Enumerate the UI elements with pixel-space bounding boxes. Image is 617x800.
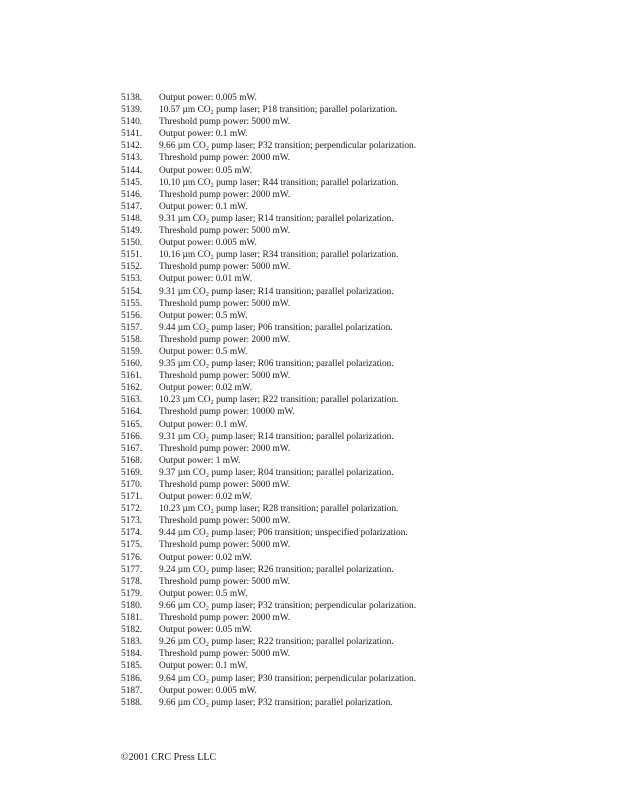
note-text: Output power: 0.5 mW. (159, 310, 248, 321)
note-number: 5145. (121, 177, 143, 188)
note-number: 5167. (121, 443, 143, 454)
note-text: Threshold pump power: 2000 mW. (159, 613, 291, 624)
note-number: 5154. (121, 286, 143, 297)
note-row (121, 261, 416, 273)
note-number: 5161. (121, 371, 143, 382)
note-text: Threshold pump power: 2000 mW. (159, 189, 291, 200)
note-row (121, 564, 416, 576)
note-text: Threshold pump power: 5000 mW. (159, 262, 291, 273)
note-number: 5162. (121, 383, 143, 394)
note-row (121, 286, 416, 298)
note-text: 9.64 µm CO₂ pump laser; P30 transition; perpendicular polarization. (159, 673, 417, 684)
note-number: 5172. (121, 504, 143, 515)
note-number: 5150. (121, 238, 143, 249)
note-text: Output power: 0.1 mW. (159, 661, 248, 672)
note-number: 5170. (121, 480, 143, 490)
note-row (121, 237, 416, 249)
note-number: 5184. (121, 649, 143, 660)
note-text: Output power: 0.5 mW. (159, 346, 248, 357)
note-text: 10.57 µm CO₂ pump laser; P18 transition; parallel polarization. (159, 105, 398, 116)
note-row (121, 225, 416, 237)
note-row (121, 273, 416, 285)
note-row (121, 406, 416, 418)
note-row (121, 431, 416, 443)
note-row (121, 503, 416, 515)
note-number: 5149. (121, 226, 143, 237)
note-number: 5165. (121, 419, 143, 430)
note-row (121, 116, 416, 128)
note-row (121, 527, 416, 539)
note-row (121, 213, 416, 225)
note-text: Threshold pump power: 5000 mW. (159, 649, 291, 660)
note-row (121, 612, 416, 624)
note-row (121, 539, 416, 551)
note-text: Output power: 0.05 mW. (159, 625, 253, 636)
note-number: 5140. (121, 117, 143, 128)
note-row (121, 92, 416, 104)
note-row (121, 189, 416, 201)
note-row (121, 648, 416, 660)
note-row (121, 443, 416, 455)
note-text: 9.44 µm CO₂ pump laser; P06 transition; unspecified polarization. (159, 528, 408, 539)
note-row (121, 140, 416, 152)
note-number: 5155. (121, 298, 143, 309)
note-text: 9.31 µm CO₂ pump laser; R14 transition; parallel polarization. (159, 286, 394, 297)
note-text: Threshold pump power: 2000 mW. (159, 153, 291, 164)
note-row (121, 152, 416, 164)
note-text: 9.66 µm CO₂ pump laser; P32 transition; perpendicular polarization. (159, 141, 417, 152)
note-text: Output power: 1 mW. (159, 455, 241, 466)
note-number: 5182. (121, 625, 143, 636)
note-text: Threshold pump power: 5000 mW. (159, 298, 291, 309)
note-text: Threshold pump power: 5000 mW. (159, 480, 291, 490)
note-row (121, 346, 416, 358)
note-number: 5153. (121, 274, 143, 285)
note-number: 5164. (121, 407, 143, 418)
note-text: 10.23 µm CO₂ pump laser; R28 transition; parallel polarization. (159, 504, 399, 515)
note-number: 5177. (121, 564, 143, 575)
note-number: 5159. (121, 346, 143, 357)
note-row (121, 479, 416, 491)
note-number: 5160. (121, 359, 143, 370)
note-text: Output power: 0.005 mW. (159, 238, 257, 249)
note-number: 5176. (121, 552, 143, 563)
note-text: Output power: 0.1 mW. (159, 201, 248, 212)
note-row (121, 624, 416, 636)
note-text: Threshold pump power: 10000 mW. (159, 407, 295, 418)
note-number: 5179. (121, 588, 143, 599)
note-number: 5143. (121, 153, 143, 164)
note-row (121, 165, 416, 177)
note-row (121, 104, 416, 116)
note-number: 5148. (121, 213, 143, 224)
note-number: 5171. (121, 492, 143, 503)
note-row (121, 310, 416, 322)
note-number: 5178. (121, 576, 143, 587)
note-number: 5144. (121, 165, 143, 176)
note-text: 9.66 µm CO₂ pump laser; P32 transition; perpendicular polarization. (159, 600, 417, 611)
note-row (121, 249, 416, 261)
note-number: 5142. (121, 141, 143, 152)
note-number: 5166. (121, 431, 143, 442)
note-number: 5139. (121, 105, 143, 116)
note-row (121, 660, 416, 672)
note-text: 9.26 µm CO₂ pump laser; R22 transition; parallel polarization. (159, 637, 394, 648)
note-row (121, 685, 416, 697)
note-number: 5157. (121, 322, 143, 333)
note-text: Threshold pump power: 2000 mW. (159, 443, 291, 454)
note-text: Output power: 0.02 mW. (159, 492, 253, 503)
note-text: 9.66 µm CO₂ pump laser; P32 transition; parallel polarization. (159, 697, 393, 708)
note-row (121, 673, 416, 685)
note-row (121, 576, 416, 588)
note-text: 9.37 µm CO₂ pump laser; R04 transition; parallel polarization. (159, 467, 394, 478)
note-row (121, 382, 416, 394)
note-text: Output power: 0.05 mW. (159, 165, 253, 176)
note-number: 5173. (121, 516, 143, 527)
note-text: Output power: 0.1 mW. (159, 129, 248, 140)
note-text: 10.16 µm CO₂ pump laser; R34 transition; parallel polarization. (159, 250, 399, 261)
note-text: 9.31 µm CO₂ pump laser; R14 transition; parallel polarization. (159, 431, 394, 442)
note-row (121, 600, 416, 612)
note-text: 9.35 µm CO₂ pump laser; R06 transition; parallel polarization. (159, 359, 394, 370)
note-number: 5146. (121, 189, 143, 200)
note-text: Output power: 0.01 mW. (159, 274, 253, 285)
note-number: 5168. (121, 455, 143, 466)
note-text: Threshold pump power: 5000 mW. (159, 371, 291, 382)
note-row (121, 515, 416, 527)
note-text: 9.31 µm CO₂ pump laser; R14 transition; parallel polarization. (159, 213, 394, 224)
note-text: Output power: 0.1 mW. (159, 419, 248, 430)
note-text: 10.10 µm CO₂ pump laser; R44 transition; parallel polarization. (159, 177, 399, 188)
note-text: Threshold pump power: 5000 mW. (159, 516, 291, 527)
note-number: 5188. (121, 697, 143, 708)
note-row (121, 552, 416, 564)
note-text: Threshold pump power: 5000 mW. (159, 226, 291, 237)
note-row (121, 491, 416, 503)
note-number: 5156. (121, 310, 143, 321)
note-number: 5151. (121, 250, 143, 261)
note-row (121, 358, 416, 370)
copyright-footer: ©2001 CRC Press LLC (121, 752, 217, 763)
note-row (121, 394, 416, 406)
note-row (121, 177, 416, 189)
note-text: Threshold pump power: 5000 mW. (159, 540, 291, 551)
note-row (121, 322, 416, 334)
note-number: 5141. (121, 129, 143, 140)
note-number: 5174. (121, 528, 143, 539)
note-number: 5183. (121, 637, 143, 648)
note-row (121, 697, 416, 709)
note-text: Threshold pump power: 5000 mW. (159, 117, 291, 128)
note-number: 5158. (121, 334, 143, 345)
note-text: Output power: 0.5 mW. (159, 588, 248, 599)
note-text: Threshold pump power: 5000 mW. (159, 576, 291, 587)
note-number: 5185. (121, 661, 143, 672)
note-text: Output power: 0.005 mW. (159, 685, 257, 696)
note-row (121, 201, 416, 213)
note-text: 10.23 µm CO₂ pump laser; R22 transition; parallel polarization. (159, 395, 399, 406)
note-row (121, 298, 416, 310)
note-number: 5187. (121, 685, 143, 696)
note-row (121, 455, 416, 467)
note-text: Output power: 0.005 mW. (159, 93, 257, 103)
note-number: 5175. (121, 540, 143, 551)
note-number: 5180. (121, 600, 143, 611)
note-row (121, 636, 416, 648)
note-row (121, 128, 416, 140)
notes-list (121, 92, 416, 709)
note-text: Output power: 0.02 mW. (159, 552, 253, 563)
note-row (121, 419, 416, 431)
note-text: Threshold pump power: 2000 mW. (159, 334, 291, 345)
note-number: 5152. (121, 262, 143, 273)
note-number: 5186. (121, 673, 143, 684)
note-row (121, 370, 416, 382)
note-number: 5138. (121, 93, 143, 103)
note-number: 5147. (121, 201, 143, 212)
note-text: Output power: 0.02 mW. (159, 383, 253, 394)
note-text: 9.44 µm CO₂ pump laser; P06 transition; parallel polarization. (159, 322, 393, 333)
note-row (121, 588, 416, 600)
note-number: 5163. (121, 395, 143, 406)
note-number: 5181. (121, 613, 143, 624)
note-row (121, 467, 416, 479)
note-row (121, 334, 416, 346)
note-text: 9.24 µm CO₂ pump laser; R26 transition; parallel polarization. (159, 564, 394, 575)
note-number: 5169. (121, 467, 143, 478)
